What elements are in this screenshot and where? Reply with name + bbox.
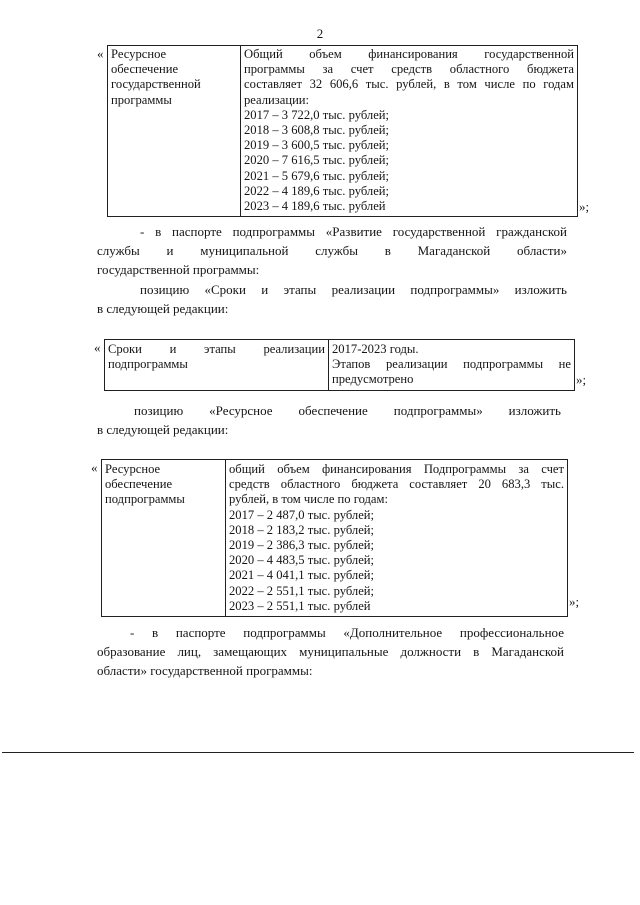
label-line: государственной bbox=[111, 77, 201, 92]
paragraph-line: государственной программы: bbox=[97, 262, 260, 277]
value-line: 2017-2023 годы. bbox=[332, 342, 419, 356]
label-line: Ресурсное bbox=[105, 462, 161, 476]
year-line: 2018 – 3 608,8 тыс. рублей; bbox=[244, 123, 390, 138]
paragraph-line: - в паспорте подпрограммы «Развитие государственной гражданской bbox=[140, 224, 567, 239]
year-line: 2019 – 3 600,5 тыс. рублей; bbox=[244, 138, 390, 153]
close-quote: »; bbox=[576, 372, 587, 387]
year-line: 2022 – 2 551,1 тыс. рублей; bbox=[229, 583, 375, 598]
value-line: средств областного бюджета составляет 20 683,3 тыс. bbox=[229, 477, 564, 492]
label-line: Сроки и этапы реализации bbox=[108, 342, 325, 356]
year-line: 2020 – 4 483,5 тыс. рублей; bbox=[229, 553, 375, 568]
paragraph-line: образование лиц, замещающих муниципальные должности в Магаданской bbox=[97, 644, 564, 659]
paragraph-line: в следующей редакции: bbox=[97, 301, 229, 316]
year-line: 2023 – 4 189,6 тыс. рублей bbox=[244, 199, 386, 214]
terms-table bbox=[104, 339, 575, 391]
paragraph-line: - в паспорте подпрограммы «Дополнительное профессиональное bbox=[130, 625, 564, 640]
close-quote: »; bbox=[569, 594, 580, 609]
paragraph-line: в следующей редакции: bbox=[97, 422, 229, 437]
resource-table-subprogram bbox=[101, 459, 568, 617]
resource-table-program bbox=[107, 45, 578, 217]
paragraph-resource-position bbox=[97, 401, 561, 439]
table-label-cell bbox=[108, 46, 241, 217]
open-quote: « bbox=[94, 340, 101, 355]
year-line: 2020 – 7 616,5 тыс. рублей; bbox=[244, 153, 390, 168]
page-divider bbox=[2, 752, 634, 753]
year-line: 2018 – 2 183,2 тыс. рублей; bbox=[229, 522, 375, 537]
paragraph-line: области» государственной программы: bbox=[97, 663, 313, 678]
year-line: 2019 – 2 386,3 тыс. рублей; bbox=[229, 538, 375, 553]
paragraph-line: службы и муниципальной службы в Магаданской области» bbox=[97, 243, 567, 258]
table-value-cell bbox=[226, 460, 568, 617]
close-quote: »; bbox=[579, 199, 590, 214]
year-line: 2021 – 4 041,1 тыс. рублей; bbox=[229, 568, 375, 583]
open-quote: « bbox=[97, 46, 104, 61]
paragraph-subprogram-passport bbox=[97, 222, 567, 279]
year-line: 2017 – 3 722,0 тыс. рублей; bbox=[244, 107, 390, 122]
table-value-cell bbox=[241, 46, 578, 217]
value-line: составляет 32 606,6 тыс. рублей, в том числе по годам bbox=[244, 77, 574, 92]
year-line: 2021 – 5 679,6 тыс. рублей; bbox=[244, 168, 390, 183]
value-line: реализации: bbox=[244, 92, 310, 107]
label-line: подпрограммы bbox=[105, 492, 185, 507]
open-quote: « bbox=[91, 460, 98, 475]
label-line: подпрограммы bbox=[108, 357, 188, 372]
table-label-cell bbox=[102, 460, 226, 617]
value-line: рублей, в том числе по годам: bbox=[229, 492, 388, 507]
paragraph-additional-education bbox=[97, 623, 564, 680]
year-line: 2017 – 2 487,0 тыс. рублей; bbox=[229, 507, 375, 522]
value-line: программы за счет средств областного бюджета bbox=[244, 62, 574, 77]
year-line: 2022 – 4 189,6 тыс. рублей; bbox=[244, 183, 390, 198]
value-line: предусмотрено bbox=[332, 372, 414, 387]
paragraph-line: позицию «Сроки и этапы реализации подпрограммы» изложить bbox=[140, 282, 567, 297]
table-label-cell bbox=[105, 340, 329, 391]
paragraph-line: позицию «Ресурсное обеспечение подпрограммы» изложить bbox=[134, 403, 561, 418]
year-line: 2023 – 2 551,1 тыс. рублей bbox=[229, 598, 371, 613]
label-line: программы bbox=[111, 92, 172, 107]
value-line: Этапов реализации подпрограммы не bbox=[332, 357, 571, 372]
value-line: Общий объем финансирования государственной bbox=[244, 47, 574, 61]
page-number: 2 bbox=[316, 26, 324, 41]
label-line: обеспечение bbox=[111, 62, 179, 77]
paragraph-terms-position bbox=[97, 280, 567, 318]
label-line: Ресурсное bbox=[111, 47, 167, 61]
table-value-cell bbox=[329, 340, 575, 391]
label-line: обеспечение bbox=[105, 477, 173, 492]
value-line: общий объем финансирования Подпрограммы за счет bbox=[229, 462, 564, 476]
